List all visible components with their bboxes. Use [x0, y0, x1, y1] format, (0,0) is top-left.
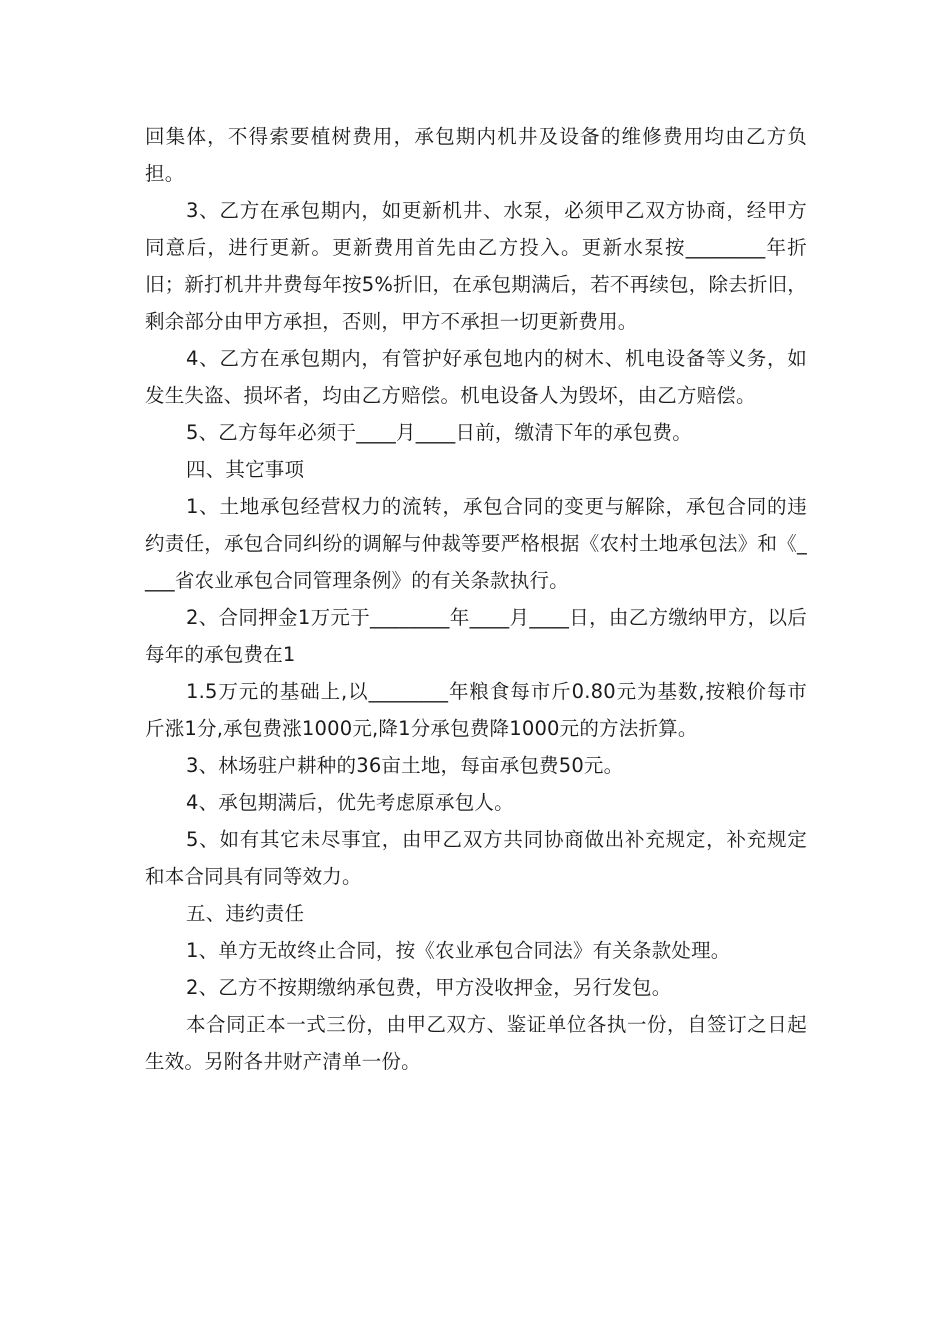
closing-paragraph: 本合同正本一式三份，由甲乙双方、鉴证单位各执一份，自签订之日起生效。另附各井财产清单一份。 — [145, 1013, 807, 1073]
section-heading-liability: 五、违约责任 — [186, 902, 305, 925]
other-clause-5-supplement: 5、如有其它未尽事宜，由甲乙双方共同协商做出补充规定，补充规定和本合同具有同等效力。 — [145, 828, 807, 888]
paragraph-continuation: 回集体，不得索要植树费用，承包期内机井及设备的维修费用均由乙方负担。 — [145, 125, 807, 185]
other-clause-3-farmland: 3、林场驻户耕种的36亩土地，每亩承包费50元。 — [186, 754, 624, 777]
section-heading-other-matters: 四、其它事项 — [186, 458, 305, 481]
other-clause-1-transfer: 1、土地承包经营权力的流转，承包合同的变更与解除，承包合同的违约责任，承包合同纠纷的调解与仲裁等要严格根据《农村土地承包法》和《____省农业承包合同管理条例》的有关条款执行。 — [145, 495, 807, 592]
other-clause-4-priority: 4、承包期满后，优先考虑原承包人。 — [186, 791, 514, 814]
document-page — [145, 118, 807, 1080]
clause-5-payment-deadline: 5、乙方每年必须于____月____日前，缴清下年的承包费。 — [186, 421, 692, 444]
clause-3-equipment-renewal: 3、乙方在承包期内，如更新机井、水泵，必须甲乙双方协商，经甲方同意后，进行更新。更新费用首先由乙方投入。更新水泵按________年折旧；新打机井井费每年按5%折旧，在承包期满后，若不再续包，除去折旧，剩余部分由甲方承担，否则，甲方不承担一切更新费用。 — [145, 199, 807, 333]
liability-clause-1: 1、单方无故终止合同，按《农业承包合同法》有关条款处理。 — [186, 939, 731, 962]
liability-clause-2: 2、乙方不按期缴纳承包费，甲方没收押金，另行发包。 — [186, 976, 672, 999]
clause-4-maintenance: 4、乙方在承包期内，有管护好承包地内的树木、机电设备等义务，如发生失盗、损坏者，均由乙方赔偿。机电设备人为毁坏，由乙方赔偿。 — [145, 347, 807, 407]
other-clause-2-continued: 1.5万元的基础上,以________年粮食每市斤0.80元为基数,按粮价每市斤涨1分,承包费涨1000元,降1分承包费降1000元的方法折算。 — [145, 680, 807, 740]
other-clause-2-deposit: 2、合同押金1万元于________年____月____日，由乙方缴纳甲方，以后每年的承包费在1 — [145, 606, 807, 666]
